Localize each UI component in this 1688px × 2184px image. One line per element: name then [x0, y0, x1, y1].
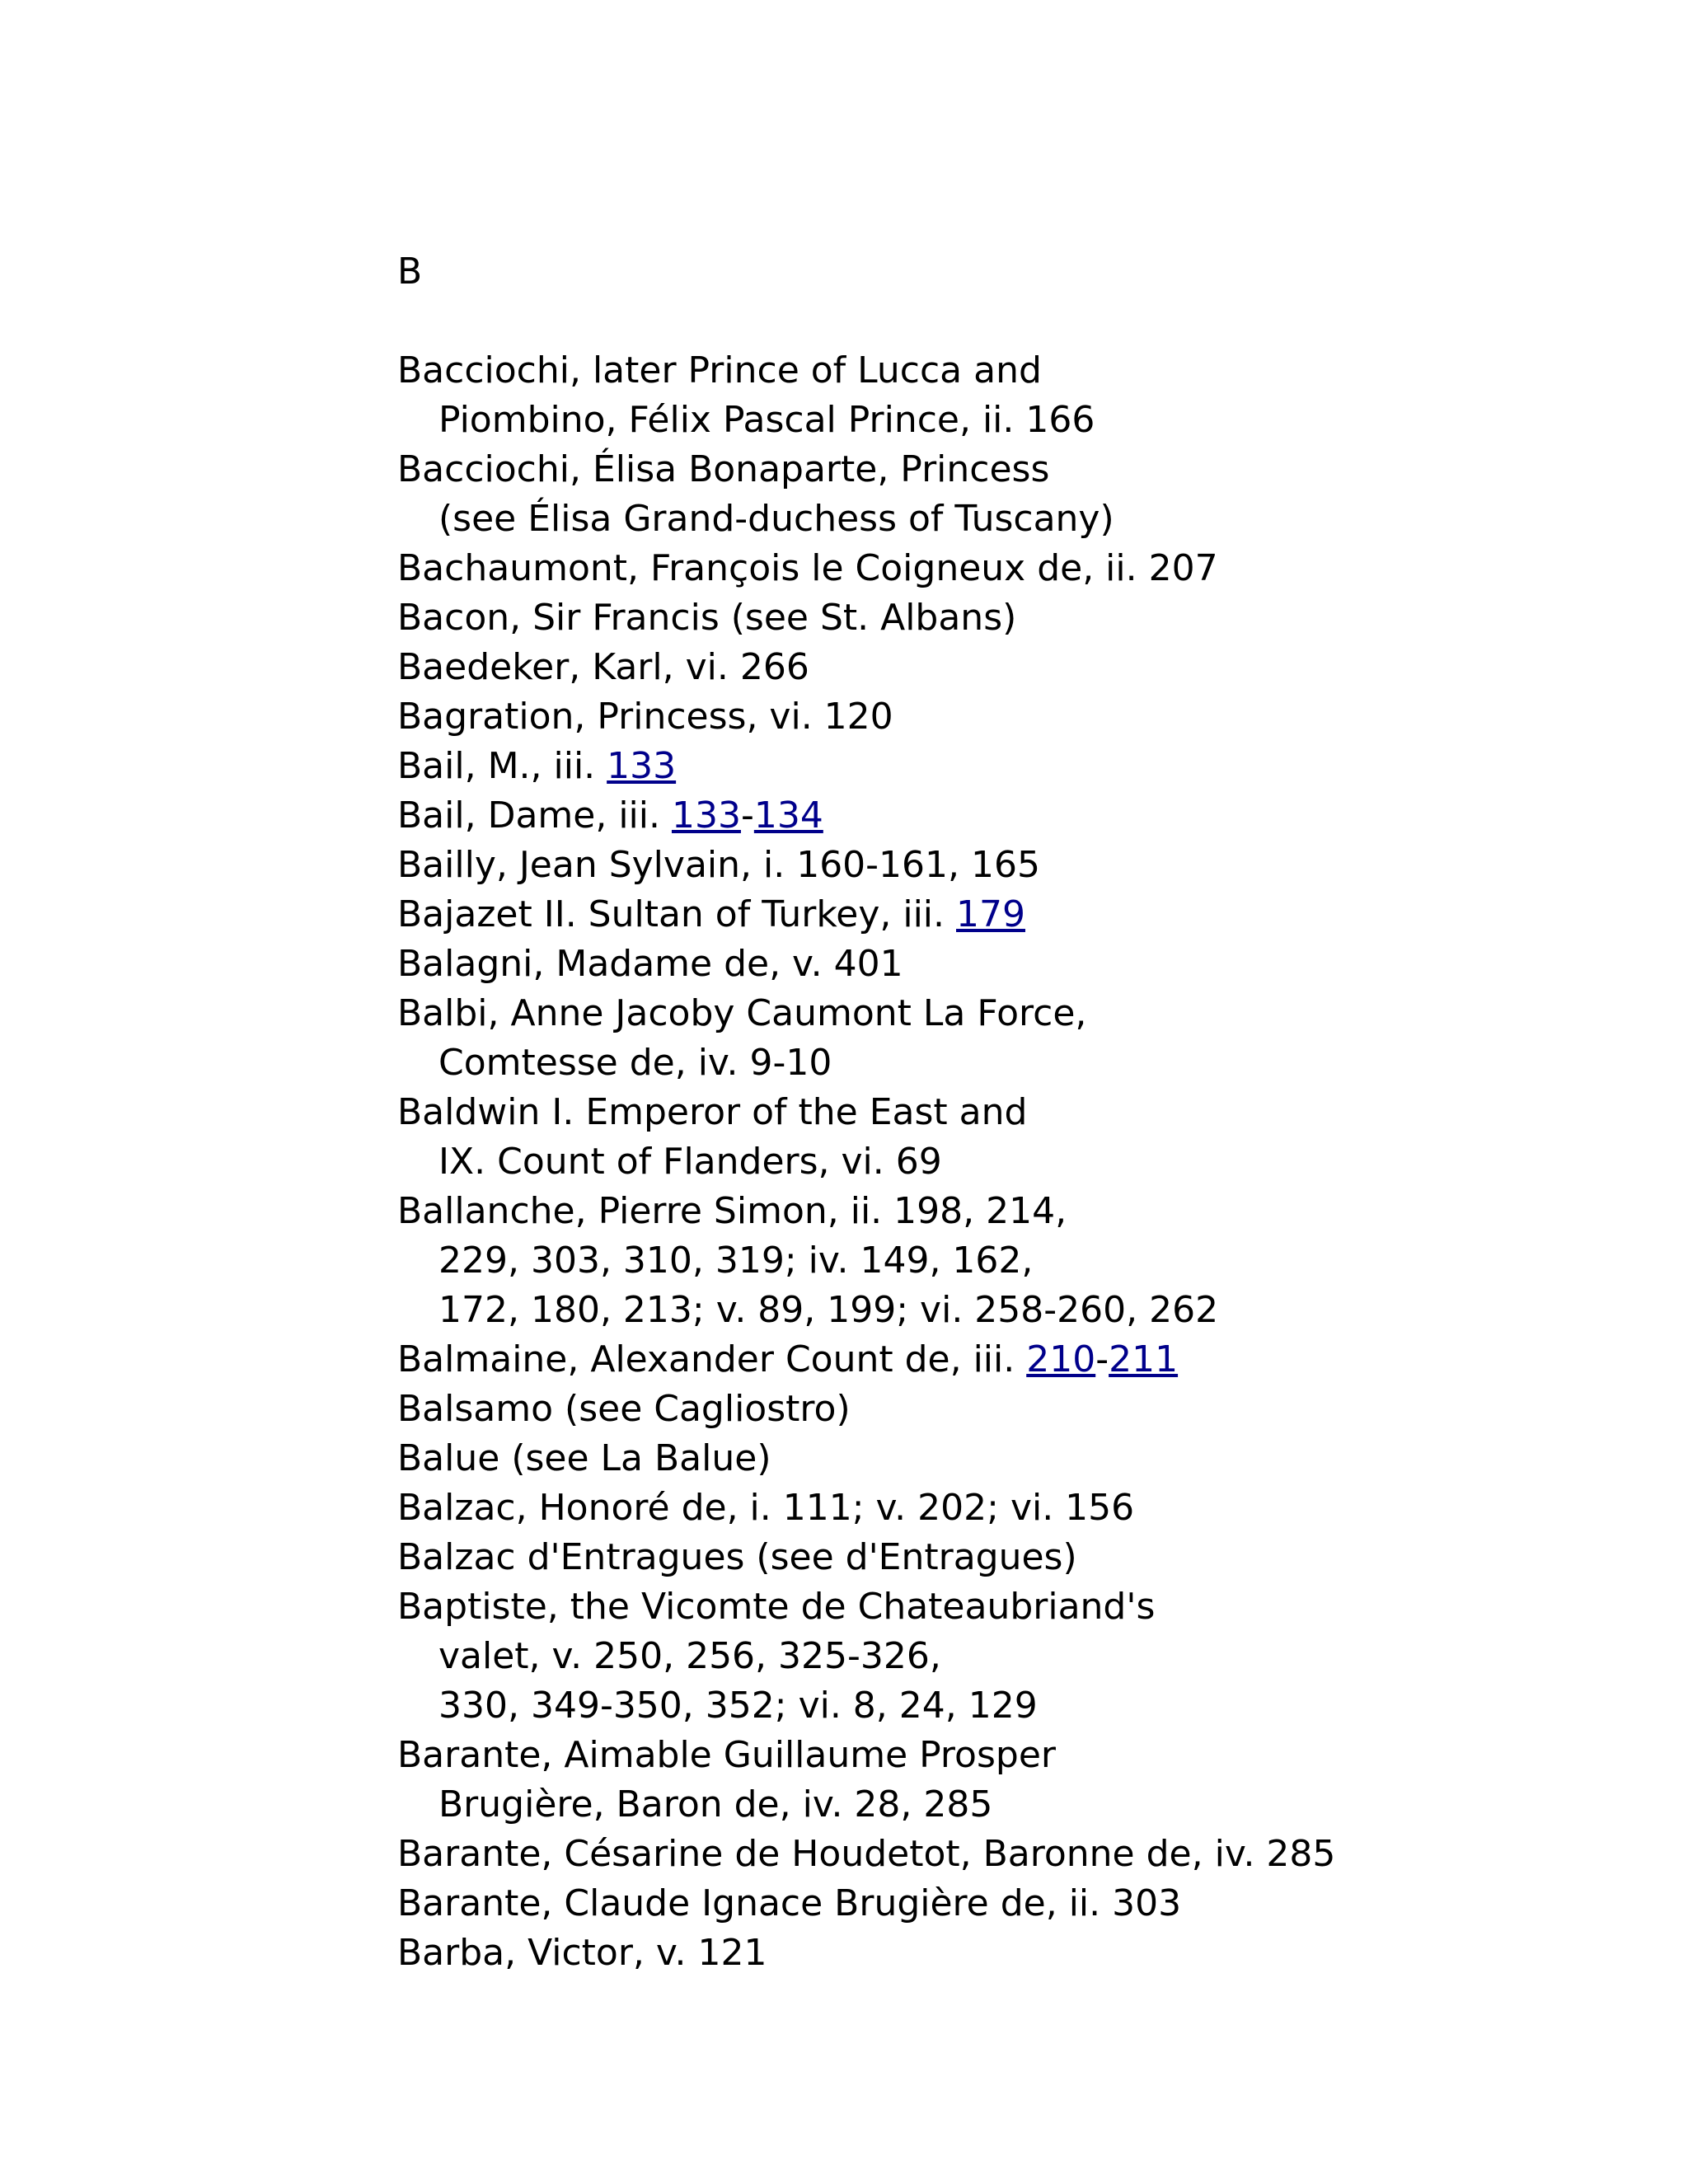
- index-page: [397, 247, 1634, 1978]
- index-entry: [397, 940, 1634, 989]
- entry-text: -: [1095, 1338, 1109, 1380]
- index-entry: [397, 445, 1634, 494]
- index-entry: [397, 1929, 1634, 1978]
- index-entry-continuation: [397, 396, 1634, 445]
- entry-text: Bacciochi, later Prince of Lucca and: [397, 349, 1042, 391]
- section-letter-heading: B: [397, 251, 423, 293]
- page-reference-link[interactable]: 133: [607, 745, 677, 787]
- index-entry: [397, 1335, 1634, 1385]
- entry-text: Ballanche, Pierre Simon, ii. 198, 214,: [397, 1190, 1067, 1232]
- index-entry: [397, 1385, 1634, 1434]
- entry-text: 330, 349-350, 352; vi. 8, 24, 129: [438, 1685, 1038, 1727]
- index-entry: [397, 1483, 1634, 1533]
- entry-text: Baldwin I. Emperor of the East and: [397, 1091, 1028, 1133]
- entry-text: Bacciochi, Élisa Bonaparte, Princess: [397, 448, 1050, 490]
- index-entry: [397, 791, 1634, 841]
- entry-text: Balsamo (see Cagliostro): [397, 1388, 851, 1430]
- entry-text: valet, v. 250, 256, 325-326,: [438, 1635, 941, 1677]
- index-entry: [397, 1434, 1634, 1483]
- index-entry-continuation: [397, 1236, 1634, 1286]
- index-entry-continuation: [397, 1780, 1634, 1830]
- entry-text: (see Élisa Grand-duchess of Tuscany): [438, 498, 1114, 540]
- entry-text: Barante, Césarine de Houdetot, Baronne de, iv. 285: [397, 1833, 1336, 1875]
- index-entry: [397, 890, 1634, 940]
- entry-text: Comtesse de, iv. 9-10: [438, 1042, 832, 1084]
- entry-text: Bacon, Sir Francis (see St. Albans): [397, 597, 1017, 639]
- page-reference-link[interactable]: 210: [1026, 1338, 1096, 1380]
- entry-text: Bajazet II. Sultan of Turkey, iii.: [397, 893, 957, 935]
- entry-text: Balmaine, Alexander Count de, iii.: [397, 1338, 1027, 1380]
- entry-text: 172, 180, 213; v. 89, 199; vi. 258-260, 262: [438, 1289, 1219, 1331]
- entry-text: Balue (see La Balue): [397, 1437, 771, 1479]
- entry-text: Baptiste, the Vicomte de Chateaubriand's: [397, 1586, 1156, 1628]
- index-entry-continuation: [397, 1137, 1634, 1187]
- index-entry: [397, 1731, 1634, 1780]
- index-entry: [397, 643, 1634, 692]
- index-entry: [397, 1879, 1634, 1929]
- entry-text: -: [740, 794, 754, 837]
- entry-text: 229, 303, 310, 319; iv. 149, 162,: [438, 1240, 1034, 1282]
- entry-text: Balbi, Anne Jacoby Caumont La Force,: [397, 992, 1087, 1034]
- index-entry: [397, 1582, 1634, 1632]
- entry-text: Brugière, Baron de, iv. 28, 285: [438, 1783, 993, 1825]
- index-entry-continuation: [397, 1038, 1634, 1088]
- entry-text: Bail, Dame, iii.: [397, 794, 672, 837]
- page-reference-link[interactable]: 133: [671, 794, 741, 837]
- entry-text: IX. Count of Flanders, vi. 69: [438, 1141, 942, 1183]
- entry-text: Bailly, Jean Sylvain, i. 160-161, 165: [397, 844, 1040, 886]
- entry-text: Bachaumont, François le Coigneux de, ii. 207: [397, 547, 1218, 589]
- index-entry: [397, 1088, 1634, 1137]
- entry-text: Barante, Aimable Guillaume Prosper: [397, 1734, 1056, 1776]
- entry-text: Balagni, Madame de, v. 401: [397, 943, 903, 985]
- entry-text: Baedeker, Karl, vi. 266: [397, 646, 809, 688]
- entry-text: Balzac, Honoré de, i. 111; v. 202; vi. 156: [397, 1487, 1135, 1529]
- entry-text: Barante, Claude Ignace Brugière de, ii. 303: [397, 1882, 1182, 1924]
- index-entry: [397, 1533, 1634, 1582]
- page-reference-link[interactable]: 179: [956, 893, 1025, 935]
- entry-text: Bagration, Princess, vi. 120: [397, 696, 893, 738]
- index-entry: [397, 692, 1634, 742]
- index-entry-continuation: [397, 494, 1634, 544]
- index-entry-list: [397, 346, 1634, 1978]
- entry-text: Bail, M., iii.: [397, 745, 607, 787]
- page-reference-link[interactable]: 134: [753, 794, 823, 837]
- index-entry: [397, 1830, 1634, 1879]
- index-entry: [397, 544, 1634, 593]
- index-entry: [397, 742, 1634, 791]
- index-entry-continuation: [397, 1286, 1634, 1335]
- index-entry: [397, 989, 1634, 1038]
- index-entry-continuation: [397, 1681, 1634, 1731]
- index-entry: [397, 593, 1634, 643]
- index-entry: [397, 841, 1634, 890]
- entry-text: Piombino, Félix Pascal Prince, ii. 166: [438, 399, 1095, 441]
- page-reference-link[interactable]: 211: [1109, 1338, 1179, 1380]
- index-entry-continuation: [397, 1632, 1634, 1681]
- entry-text: Balzac d'Entragues (see d'Entragues): [397, 1536, 1077, 1578]
- index-entry: [397, 1187, 1634, 1236]
- index-entry: [397, 346, 1634, 396]
- entry-text: Barba, Victor, v. 121: [397, 1932, 767, 1974]
